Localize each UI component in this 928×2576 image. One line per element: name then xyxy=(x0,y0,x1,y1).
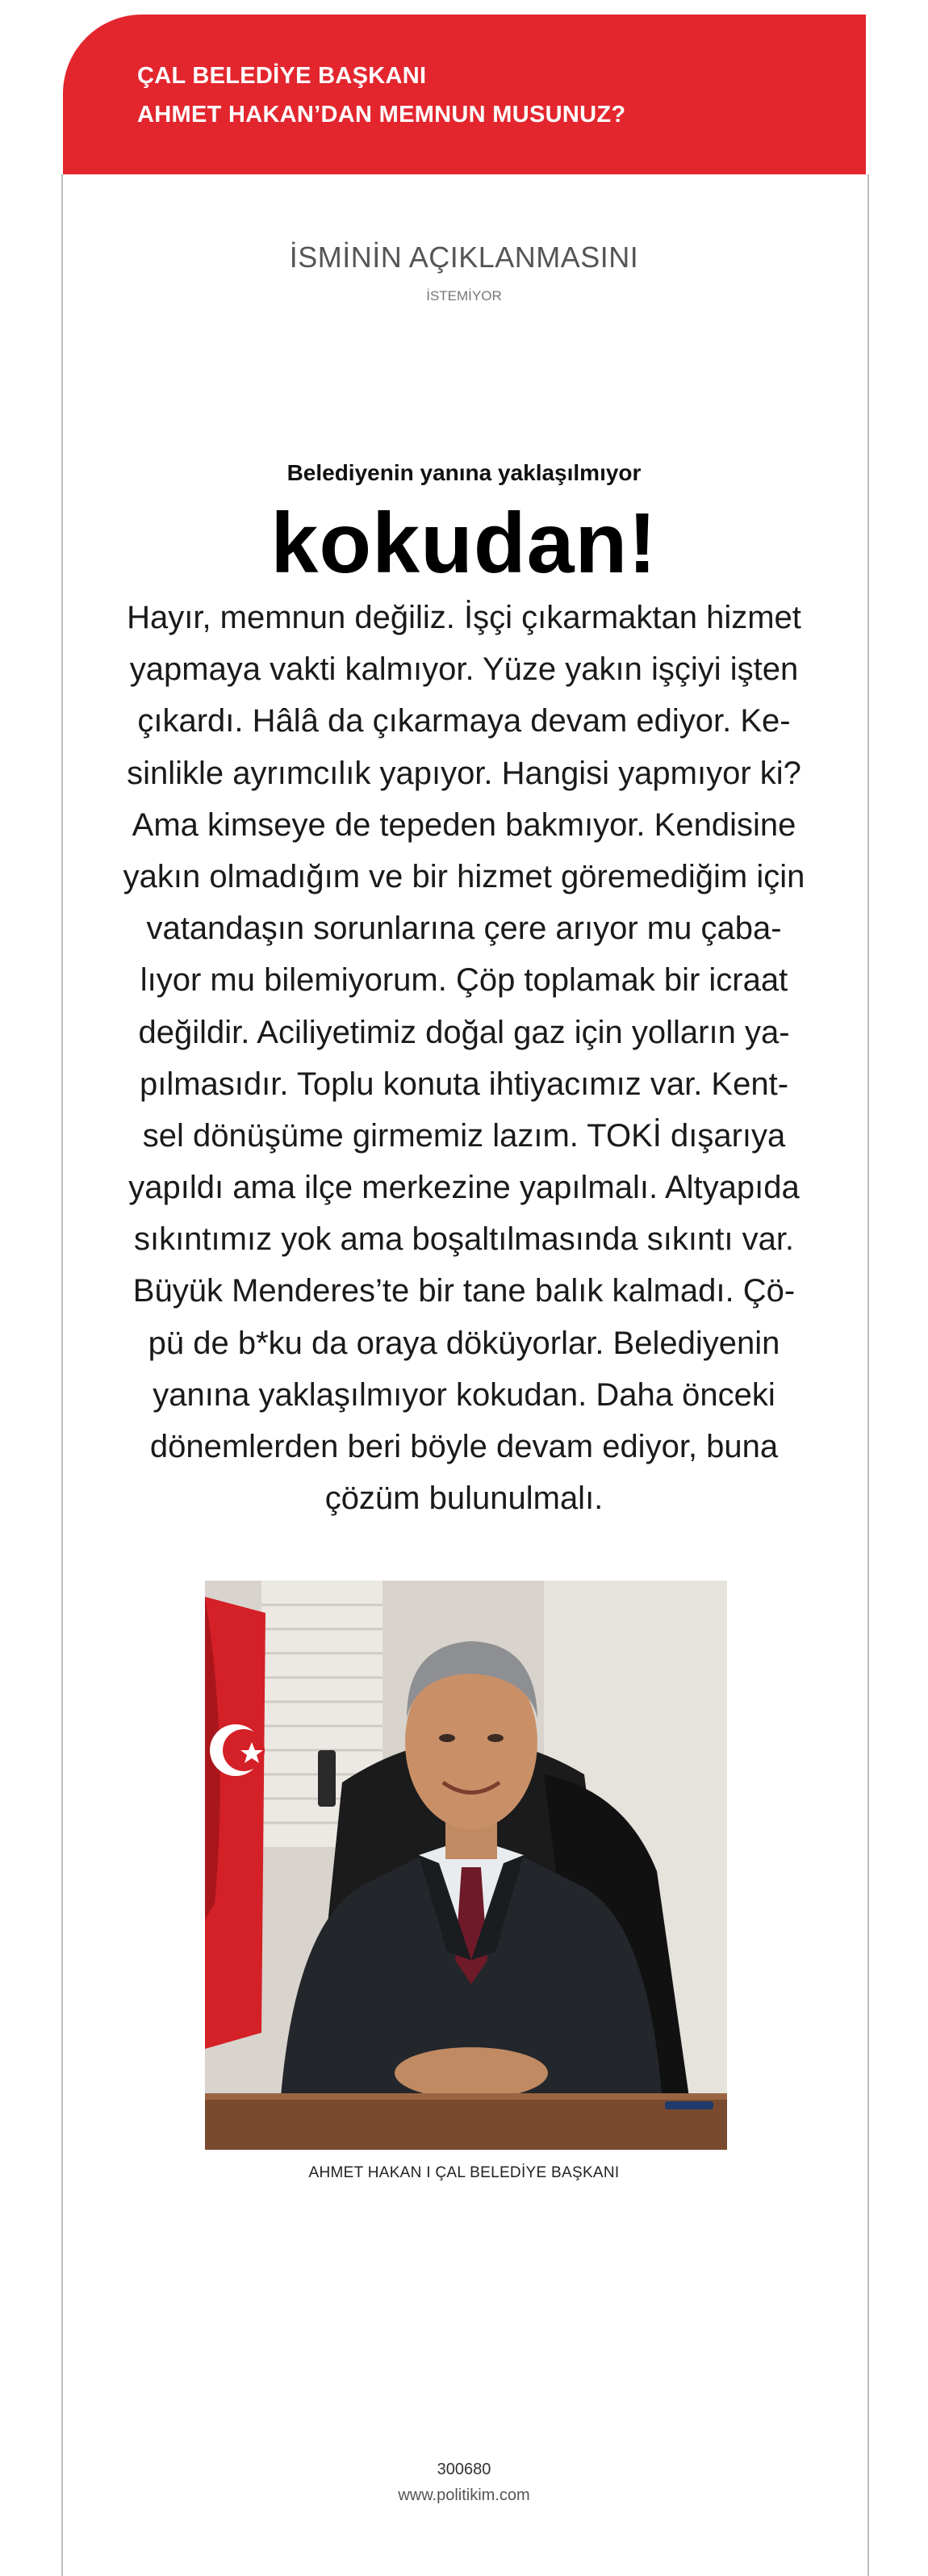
article-headline: kokudan! xyxy=(270,496,658,591)
body-line: yapmaya vakti kalmıyor. Yüze yakın işçiyi işten xyxy=(129,651,799,688)
footer-website-url: www.politikim.com xyxy=(398,2486,530,2504)
body-line: pü de b*ku da oraya döküyorlar. Belediyenin xyxy=(148,1325,780,1361)
author-name: İSMİNİN AÇIKLANMASINI xyxy=(289,241,639,274)
header-banner xyxy=(63,15,866,174)
body-line: dönemlerden beri böyle devam ediyor, buna xyxy=(149,1429,779,1464)
body-line: yapıldı ama ilçe merkezine yapılmalı. Altyapıda xyxy=(128,1170,800,1206)
body-line: değildir. Aciliyetimiz doğal gaz için yolların ya- xyxy=(138,1014,790,1050)
body-line: Ama kimseye de tepeden bakmıyor. Kendisine xyxy=(132,806,796,843)
body-line: sinlikle ayrımcılık yapıyor. Hangisi yapmıyor ki? xyxy=(127,755,801,791)
body-line: sel dönüşüme girmemiz lazım. TOKİ dışarıya xyxy=(142,1117,786,1154)
body-line: pılmasıdır. Toplu konuta ihtiyacımız var. Kent- xyxy=(139,1066,789,1102)
header-title-line-2: AHMET HAKAN’DAN MEMNUN MUSUNUZ? xyxy=(137,102,626,128)
body-line: vatandaşın sorunlarına çere arıyor mu çaba- xyxy=(146,911,782,947)
body-line: yanına yaklaşılmıyor kokudan. Daha önceki xyxy=(153,1376,775,1413)
body-line: lıyor mu bilemiyorum. Çöp toplamak bir icraat xyxy=(140,962,788,999)
body-line: sıkıntımız yok ama boşaltılmasında sıkıntı var. xyxy=(133,1221,795,1258)
article-kicker: Belediyenin yanına yaklaşılmıyor xyxy=(286,460,642,485)
body-line: Büyük Menderes’te bir tane balık kalmadı. Çö- xyxy=(132,1273,796,1309)
photo-caption: AHMET HAKAN I ÇAL BELEDİYE BAŞKANI xyxy=(308,2164,620,2181)
body-line: çıkardı. Hâlâ da çıkarmaya devam ediyor. Ke- xyxy=(137,703,791,739)
body-line: Hayır, memnun değiliz. İşçi çıkarmaktan hizmet xyxy=(127,600,801,635)
portrait-photo xyxy=(205,1581,727,2150)
article-body xyxy=(97,592,831,1524)
header-title-line-1: ÇAL BELEDİYE BAŞKANI xyxy=(137,63,427,89)
footer-number: 300680 xyxy=(437,2461,491,2478)
body-line: yakın olmadığım ve bir hizmet göremediğim için xyxy=(123,858,805,894)
author-subtitle: İSTEMİYOR xyxy=(426,288,502,304)
body-line: çözüm bulunulmalı. xyxy=(324,1481,604,1517)
